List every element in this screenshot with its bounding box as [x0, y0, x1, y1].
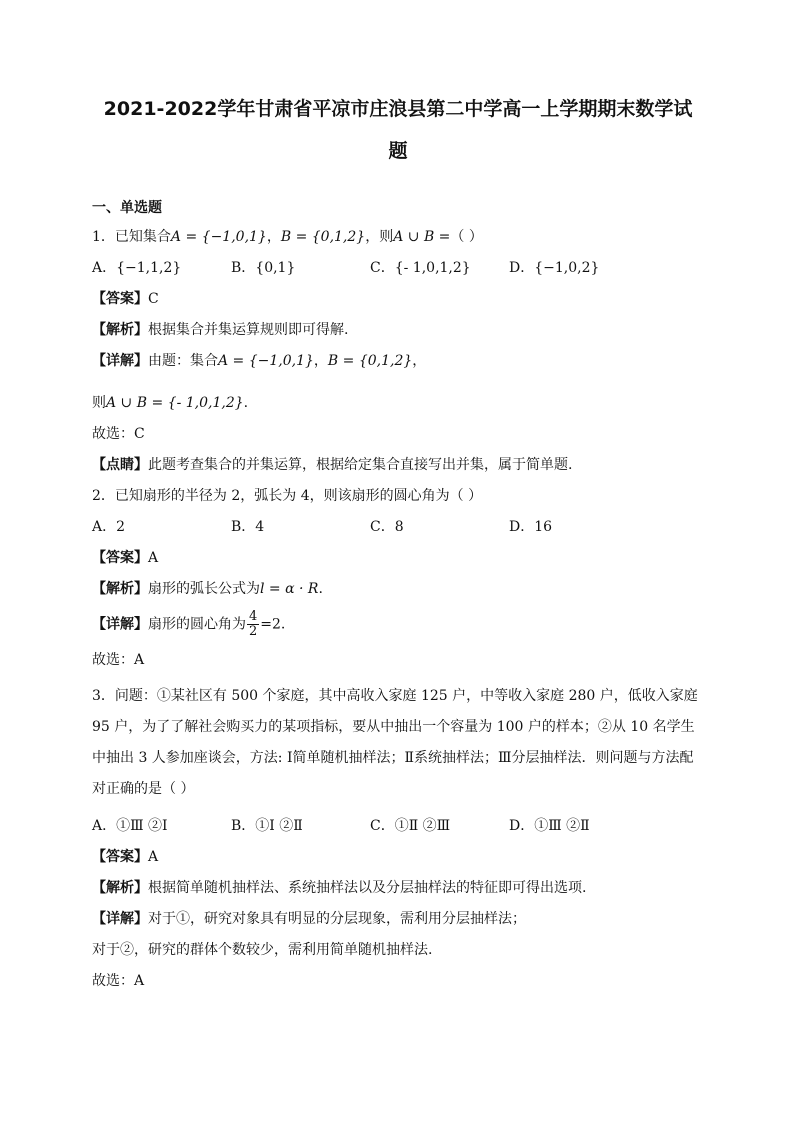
q3-options [92, 816, 704, 836]
q3-option-a: A．①Ⅲ ②Ⅰ [92, 818, 168, 834]
q2-analysis: 【解析】扇形的弧长公式为l = α · R. [92, 581, 323, 597]
q1-stem: 1．已知集合A = {−1,0,1}，B = {0,1,2}，则A ∪ B =（ ） [92, 229, 483, 245]
q2-option-c: C．8 [370, 519, 404, 535]
document-title [92, 88, 704, 172]
q2-choose: 故选：A [92, 652, 145, 668]
q2-option-d: D．16 [509, 519, 553, 535]
q1-option-a: A．{−1,1,2} [92, 260, 182, 276]
q3-stem: 3．问题：①某社区有 500 个家庭，其中高收入家庭 125 户，中等收入家庭 280 户，低收入家庭 95 户，为了了解社会购买力的某项指标，要从中抽出一个容量为 100 户的样本；②从 10 名学生中抽出 3 人参加座谈会，方法: Ⅰ简单随机抽样法；Ⅱ系统抽样法；Ⅲ分层抽样法．则问题与方法配对正确的是（ ） [92, 688, 698, 797]
q1-option-d: D．{−1,0,2} [509, 260, 600, 276]
q2-detail: 【详解】扇形的圆心角为 $\frac{4}{2}$ =2. [92, 609, 286, 639]
q1-set-b: B = {0,1,2} [280, 229, 366, 245]
q3-detail: 【详解】对于①，研究对象具有明显的分层现象，需利用分层抽样法； [92, 911, 526, 927]
q2-option-a: A．2 [92, 519, 126, 535]
title-line-2: 题 [388, 140, 408, 162]
q3-detail-2: 对于②，研究的群体个数较少，需利用简单随机抽样法. [92, 942, 433, 958]
q3-option-d: D．①Ⅲ ②Ⅱ [509, 818, 590, 834]
q1-options [92, 258, 704, 278]
q1-analysis: 【解析】根据集合并集运算规则即可得解. [92, 322, 349, 338]
q1-option-c: C．{- 1,0,1,2} [370, 260, 471, 276]
q1-detail-result: 则A ∪ B = {- 1,0,1,2}. [92, 395, 249, 411]
q1-comment: 【点睛】此题考查集合的并集运算，根据给定集合直接写出并集，属于简单题. [92, 457, 573, 473]
q1-union: A ∪ B = [393, 229, 451, 245]
title-line-1: 2021-2022学年甘肃省平凉市庄浪县第二中学高一上学期期末数学试 [103, 98, 693, 120]
q3-choose: 故选：A [92, 973, 145, 989]
q2-option-b: B．4 [231, 519, 265, 535]
q1-detail: 【详解】由题：集合A = {−1,0,1}，B = {0,1,2}， [92, 353, 427, 369]
q1-choose: 故选：C [92, 426, 145, 442]
q3-option-c: C．①Ⅱ ②Ⅲ [370, 818, 451, 834]
q3-analysis: 【解析】根据简单随机抽样法、系统抽样法以及分层抽样法的特征即可得出选项. [92, 880, 587, 896]
angle-fraction: $\frac{4}{2}$ [249, 609, 258, 639]
q2-stem: 2．已知扇形的半径为 2，弧长为 4，则该扇形的圆心角为（ ） [92, 488, 483, 504]
q2-options [92, 517, 704, 537]
section-heading: 一、单选题 [92, 200, 162, 216]
q1-answer: 【答案】C [92, 291, 159, 307]
q1-option-b: B．{0,1} [231, 260, 296, 276]
q2-answer: 【答案】A [92, 550, 159, 566]
q3-option-b: B．①Ⅰ ②Ⅱ [231, 818, 303, 834]
q1-set-a: A = {−1,0,1} [170, 229, 267, 245]
arc-length-formula: l = α · R [260, 581, 319, 597]
q3-answer: 【答案】A [92, 849, 159, 865]
